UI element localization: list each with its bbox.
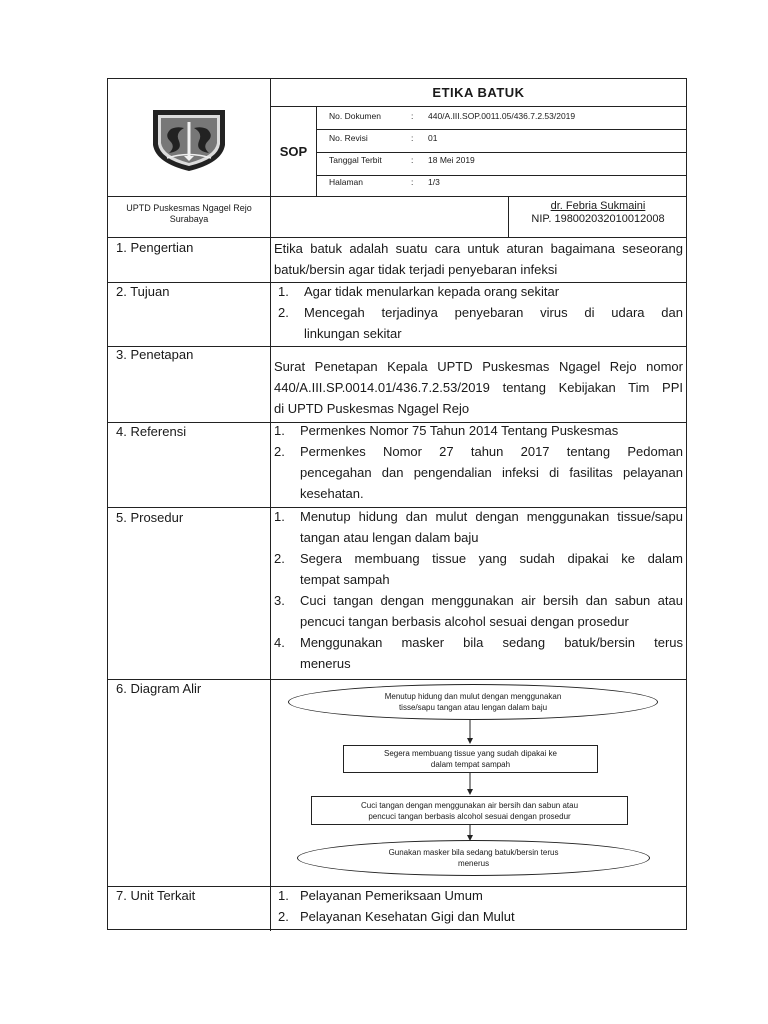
text-line: menerus [300,656,351,671]
item-number: 1. [278,888,289,903]
text-line: pencuci tangan berbasis alcohol sesuai dengan prosedur [368,811,571,821]
pengertian-text [274,238,683,280]
item-number: 2. [278,305,289,320]
text-line: batuk/bersin agar tidak terjadi penyebaran infeksi [274,262,558,277]
meta-divider [316,152,686,153]
text-line: Segera membuang tissue yang sudah dipakai ke dalam [300,551,683,566]
flow-diagram [270,680,686,886]
text-line: Menutup hidung dan mulut dengan menggunakan tissue/sapu [300,509,683,524]
meta-label-tanggal: Tanggal Terbit [329,155,382,165]
title-divider [270,106,686,107]
list-item [278,281,683,302]
text-line: di UPTD Puskesmas Ngagel Rejo [274,401,470,416]
text-line: Menggunakan masker bila sedang batuk/bersin terus [300,635,683,650]
item-text: Pelayanan Pemeriksaan Umum [300,888,483,903]
text-line: 440/A.III.SP.0014.01/436.7.2.53/2019 tentang Kebijakan Tim PPI [274,380,683,395]
signer-name: dr. Febria Sukmaini [550,200,646,212]
meta-label-revisi: No. Revisi [329,133,368,143]
list-item [274,420,683,441]
surabaya-emblem [150,107,228,173]
label-referensi: 4. Referensi [116,424,187,439]
text-line: dalam tempat sampah [430,760,511,769]
text-line: tempat sampah [300,572,390,587]
item-text: Permenkes Nomor 75 Tahun 2014 Tentang Puskesmas [300,423,619,438]
signer-block [510,200,686,226]
item-text [300,590,683,632]
sop-divider [316,106,317,196]
item-number: 2. [274,444,285,459]
flow-step-2 [343,745,598,773]
meta-value-tanggal: 18 Mei 2019 [428,155,475,165]
meta-sep: : [411,177,414,187]
row-divider [108,346,686,347]
list-item [274,632,683,674]
meta-sep: : [411,111,414,121]
list-item [274,590,683,632]
text-line: Cuci tangan dengan menggunakan air bersih dan sabun atau [360,800,579,810]
label-penetapan: 3. Penetapan [116,347,194,362]
text-line: Etika batuk adalah suatu cara untuk aturan bagaimana seseorang [274,241,683,256]
meta-sep: : [411,155,414,165]
meta-sep: : [411,133,414,143]
text-line: Surat Penetapan Kepala UPTD Puskesmas Ngagel Rejo nomor [274,359,683,374]
list-item [274,548,683,590]
text-line: Mencegah terjadinya penyebaran virus di udara dan [304,305,683,320]
item-number: 1. [274,509,285,524]
unit-terkait-list [278,885,683,927]
item-text [300,441,683,504]
label-unit-terkait: 7. Unit Terkait [116,888,196,903]
text-line: Permenkes Nomor 27 tahun 2017 tentang Pedoman [300,444,683,459]
sop-label: SOP [279,143,308,159]
text-line: menerus [457,859,490,868]
text-line: tisse/sapu tangan atau lengan dalam baju [398,703,548,712]
prosedur-list [274,506,683,674]
text-line: kesehatan. [300,486,364,501]
referensi-list [274,420,683,504]
item-text: Agar tidak menularkan kepada orang sekitar [304,284,560,299]
list-item [274,506,683,548]
item-number: 1. [274,423,285,438]
label-diagram-alir: 6. Diagram Alir [116,681,202,696]
item-text [300,506,683,548]
item-text [300,632,683,674]
list-item [278,885,683,906]
text-line: Cuci tangan dengan menggunakan air bersih dan sabun atau [300,593,683,608]
text-line: pencuci tangan berbasis alcohol sesuai dengan prosedur [300,614,629,629]
item-number: 1. [278,284,289,299]
flow-step-3 [311,796,628,825]
text-line: Menutup hidung dan mulut dengan menggunakan [384,692,562,701]
meta-divider [316,129,686,130]
text-line: Gunakan masker bila sedang batuk/bersin terus [388,848,559,857]
tujuan-list [278,281,683,344]
meta-label-halaman: Halaman [329,177,364,187]
item-number: 2. [278,909,289,924]
text-line: Segera membuang tissue yang sudah dipakai ke [384,749,557,758]
meta-divider [316,175,686,176]
label-tujuan: 2. Tujuan [116,284,170,299]
item-text [304,302,683,344]
meta-label-dokumen: No. Dokumen [329,111,381,121]
sop-document [107,78,687,930]
list-item [274,441,683,504]
flow-step-1 [288,684,658,720]
item-number: 2. [274,551,285,566]
text-line: linkungan sekitar [304,326,402,341]
signer-nip: NIP. 198002032010012008 [531,213,665,225]
text-line: tangan atau lengan dalam baju [300,530,479,545]
penetapan-text [274,356,683,419]
meta-value-halaman: 1/3 [428,177,440,187]
meta-value-dokumen: 440/A.III.SOP.0011.05/436.7.2.53/2019 [428,111,576,121]
organization-name [108,203,270,225]
row-divider [108,196,686,197]
document-title: ETIKA BATUK [432,85,525,100]
item-text: Pelayanan Kesehatan Gigi dan Mulut [300,909,515,924]
text-line: pencegahan dan pengendalian infeksi di fasilitas pelayanan [300,465,683,480]
label-pengertian: 1. Pengertian [116,240,194,255]
list-item [278,906,683,927]
meta-value-revisi: 01 [428,133,438,143]
item-text [300,548,683,590]
item-number: 4. [274,635,285,650]
list-item [278,302,683,344]
organization-line: UPTD Puskesmas Ngagel Rejo [126,203,252,213]
organization-line: Surabaya [169,214,209,224]
item-number: 3. [274,593,285,608]
label-prosedur: 5. Prosedur [116,510,184,525]
flow-step-4 [297,840,650,876]
signer-divider [508,196,509,237]
